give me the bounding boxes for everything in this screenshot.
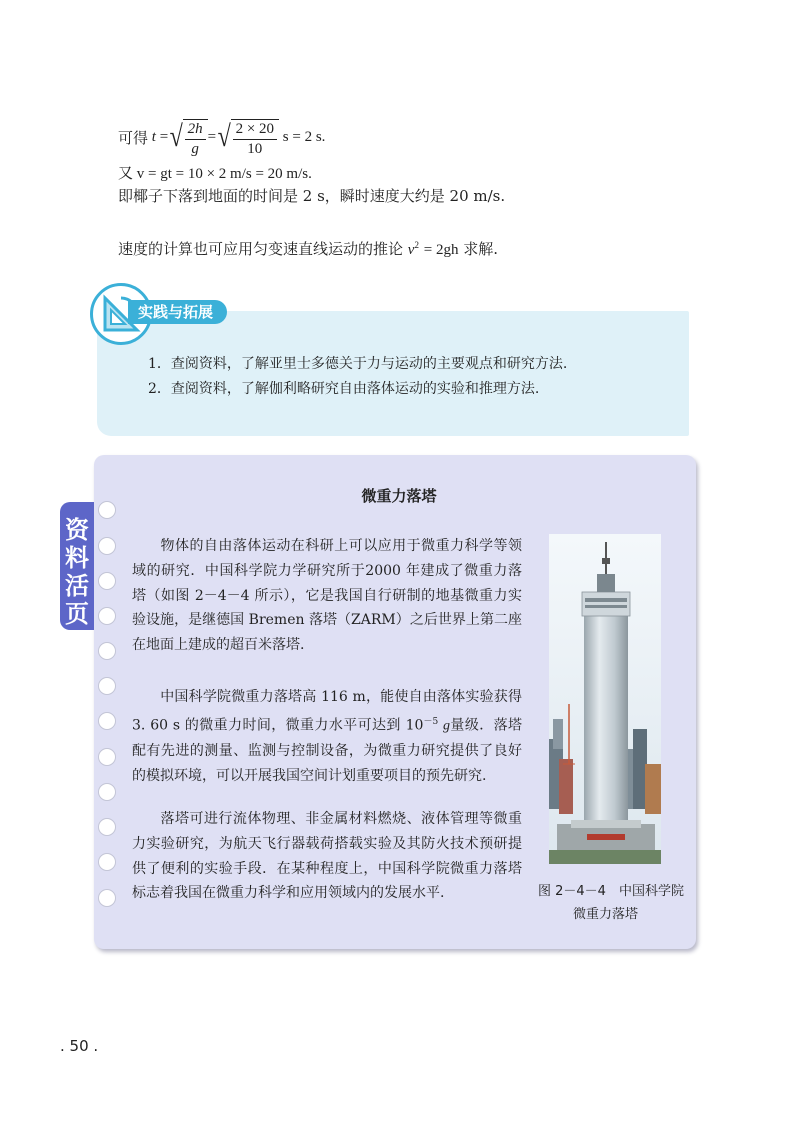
equals-sign: = — [207, 128, 217, 145]
binder-ring — [98, 818, 116, 836]
figure-caption: 微重力落塔 — [573, 907, 639, 922]
info-title: 微重力落塔 — [361, 487, 437, 505]
fraction-numerator: 2h — [185, 120, 206, 140]
alt-text-post: 求解. — [463, 240, 499, 258]
velocity-variable: v — [407, 242, 415, 258]
binder-ring — [98, 642, 116, 660]
binder-ring — [98, 607, 116, 625]
paragraph-text: 量级．落塔配有先进的测量、监测与控制设备，为微重力研究提供了良好的模拟环境，可以开展我国空间计划重要项目的预先研究. — [132, 717, 522, 785]
binder-ring — [98, 889, 116, 907]
paragraph — [132, 534, 522, 658]
tab-char: 活 — [65, 572, 89, 600]
formula-velocity: 又 v = gt = 10 × 2 m/s = 20 m/s. — [118, 166, 312, 182]
binder-ring — [98, 712, 116, 730]
fraction-denominator: g — [191, 141, 199, 157]
binder-ring — [98, 572, 116, 590]
formula-time — [118, 112, 325, 162]
binder-ring — [98, 677, 116, 695]
tab-char: 页 — [65, 600, 89, 628]
page-number: . 50 . — [60, 1037, 99, 1055]
exponent: －5 — [423, 716, 439, 727]
practice-item: 1．查阅资料，了解亚里士多德关于力与运动的主要观点和研究方法. — [148, 356, 568, 372]
paragraph-text: 落塔可进行流体物理、非金属材料燃烧、液体管理等微重力实验研究，为航天飞行器载荷搭载实验及其防火技术预研提供了便利的实验手段．在某种程度上，中国科学院微重力落塔标志着我国在微重力科学和应用领域内的发展水平. — [132, 811, 522, 902]
binder-ring — [98, 537, 116, 555]
paragraph-text: 物体的自由落体运动在科研上可以应用于微重力科学等领域的研究．中国科学院力学研究所于2000 年建成了微重力落塔（如图 2－4－4 所示），它是我国自行研制的地基微重力实验设施，是继德国 Bremen 落塔（ZARM）之后世界上第二座在地面上建成的超百米落塔. — [132, 538, 522, 654]
tab-char: 资 — [65, 516, 89, 544]
formula-prefix: 可得 — [118, 130, 149, 147]
sqrt-2h-over-g: √ $\frac{2h}{g}$ — [168, 115, 207, 159]
result-sentence: 即椰子下落到地面的时间是 2 s，瞬时速度大约是 20 m/s. — [118, 187, 506, 205]
gravity-unit: g — [443, 718, 451, 734]
figure-caption: 图 2－4－4 中国科学院 — [538, 884, 684, 899]
fraction-denominator: 10 — [247, 141, 263, 157]
paragraph-text: 中国科学院微重力落塔高 116 m，能使自由落体实验获得 3. 60 s 的微重力时间，微重力水平可达到 10 — [132, 689, 522, 734]
binder-ring — [98, 748, 116, 766]
formula-result: s = 2 s. — [282, 128, 326, 145]
tab-char: 料 — [65, 544, 89, 572]
time-variable: t — [151, 128, 156, 145]
binder-ring — [98, 783, 116, 801]
practice-item: 2．查阅资料，了解伽利略研究自由落体运动的实验和推理方法. — [148, 381, 540, 397]
alt-formula-rhs: = 2gh — [423, 242, 459, 258]
paragraph — [132, 685, 522, 789]
binder-ring — [98, 501, 116, 519]
equals-sign: = — [159, 128, 169, 145]
practice-box — [97, 311, 689, 436]
sqrt-numeric: √ $\frac{2 \times 20}{10}$ — [216, 115, 279, 159]
practice-title: 实践与拓展 — [128, 300, 227, 324]
alternative-method-sentence — [118, 238, 498, 259]
drop-tower-photo — [549, 534, 661, 864]
alt-text-pre: 速度的计算也可应用匀变速直线运动的推论 — [118, 240, 404, 258]
exponent: 2 — [414, 240, 419, 250]
fraction-numerator: 2 × 20 — [233, 120, 277, 140]
paragraph — [132, 807, 522, 906]
binder-ring — [98, 853, 116, 871]
